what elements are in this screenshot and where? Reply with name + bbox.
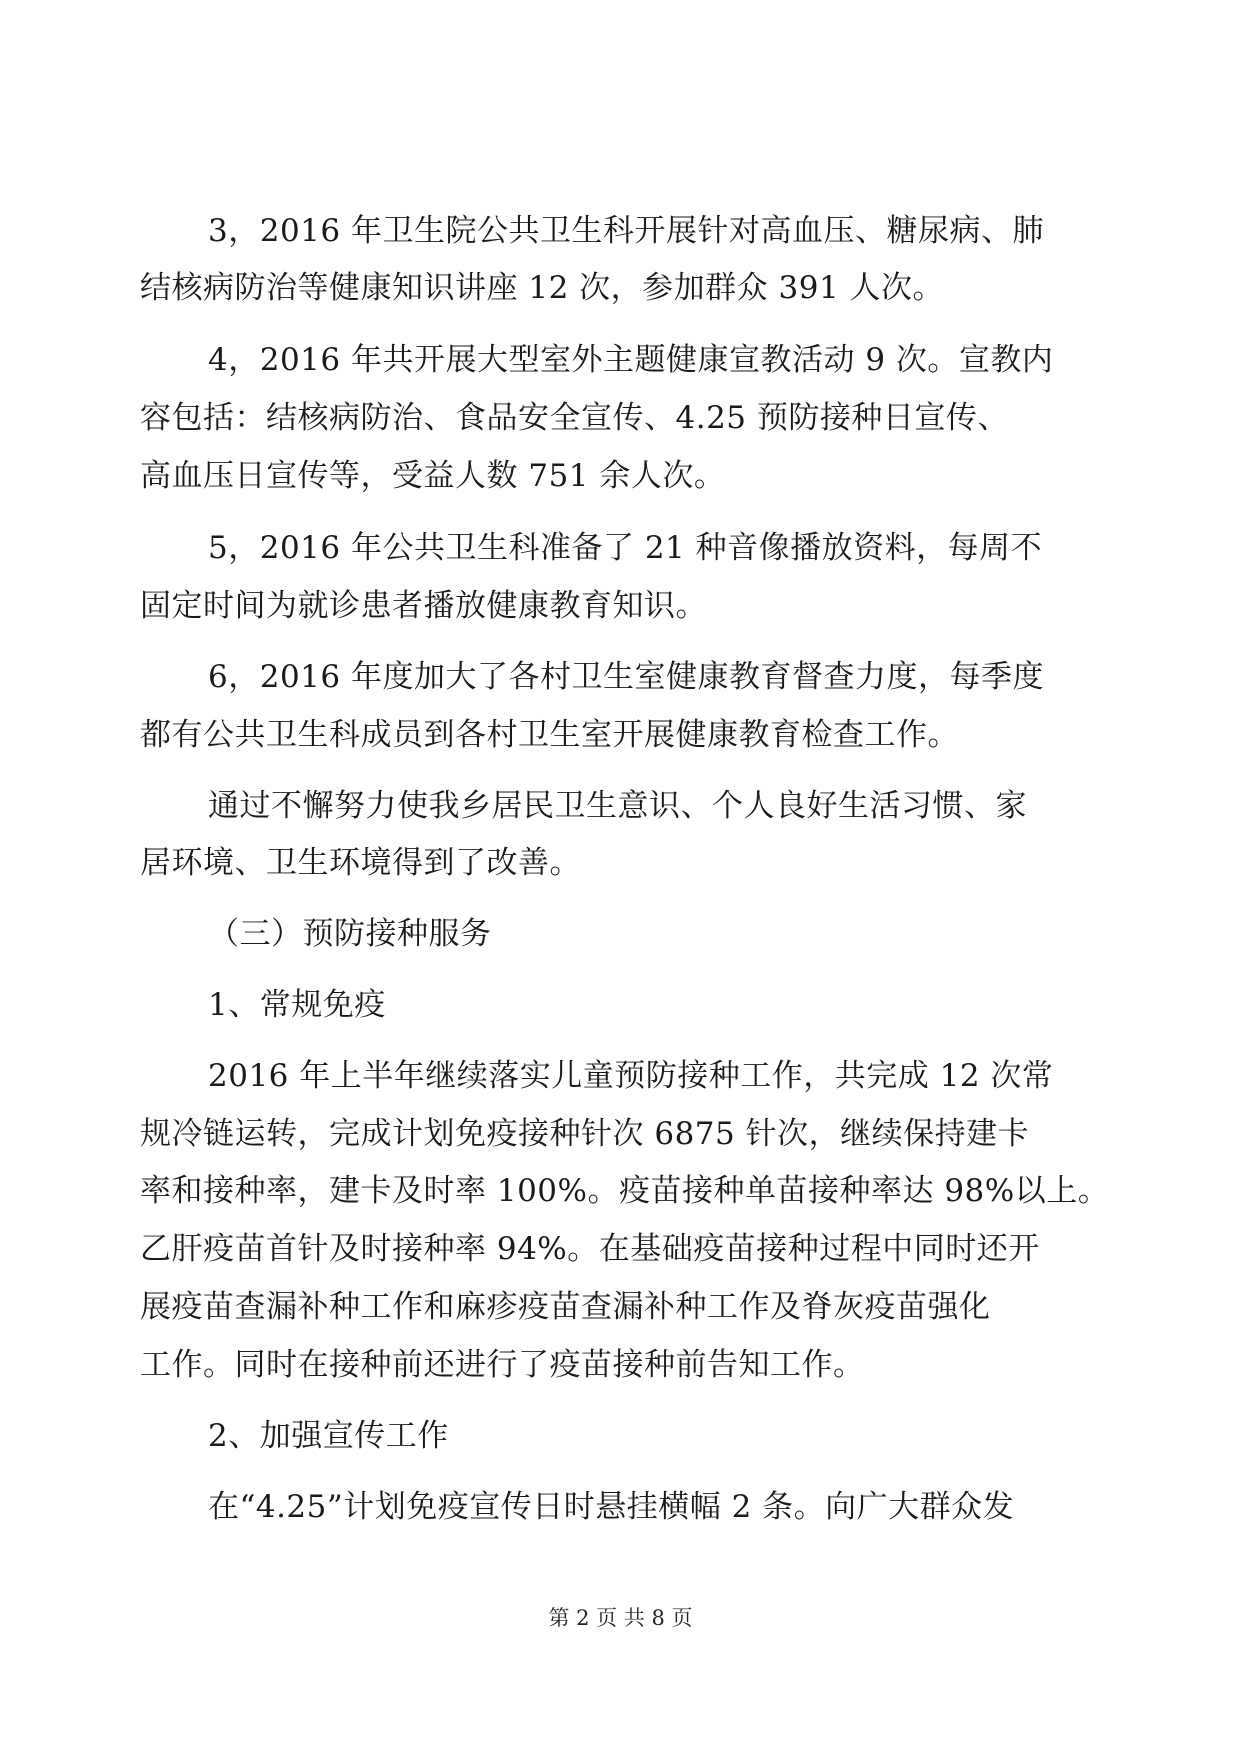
text-line: 率和接种率，建卡及时率 100%。疫苗接种单苗接种率达 98%以上。 (140, 1173, 1110, 1209)
section-heading: （三）预防接种服务 (208, 916, 492, 952)
text-line: 6，2016 年度加大了各村卫生室健康教育督查力度，每季度 (208, 659, 1044, 695)
text-line: 规冷链运转，完成计划免疫接种针次 6875 针次，继续保持建卡 (140, 1116, 1030, 1152)
text-line: 展疫苗查漏补种工作和麻疹疫苗查漏补种工作及脊灰疫苗强化 (140, 1289, 991, 1325)
text-line: 4，2016 年共开展大型室外主题健康宣教活动 9 次。宣教内 (208, 342, 1054, 378)
text-line: 5，2016 年公共卫生科准备了 21 种音像播放资料，每周不 (208, 530, 1043, 566)
text-line: 通过不懈努力使我乡居民卫生意识、个人良好生活习惯、家 (208, 788, 1027, 824)
text-line: 乙肝疫苗首针及时接种率 94%。在基础疫苗接种过程中同时还开 (140, 1231, 1040, 1267)
text-line: 在“4.25”计划免疫宣传日时悬挂横幅 2 条。向广大群众发 (208, 1489, 1015, 1525)
text-line: 工作。同时在接种前还进行了疫苗接种前告知工作。 (140, 1347, 865, 1383)
text-line: 3，2016 年卫生院公共卫生科开展针对高血压、糖尿病、肺 (208, 213, 1044, 249)
text-line: 高血压日宣传等，受益人数 751 余人次。 (140, 458, 726, 494)
page-number: 第 2 页 共 8 页 (548, 1606, 693, 1630)
subsection-heading: 2、加强宣传工作 (208, 1418, 449, 1454)
text-line: 居环境、卫生环境得到了改善。 (140, 845, 581, 881)
text-line: 结核病防治等健康知识讲座 12 次，参加群众 391 人次。 (140, 270, 945, 306)
text-line: 都有公共卫生科成员到各村卫生室开展健康教育检查工作。 (140, 717, 959, 753)
text-line: 2016 年上半年继续落实儿童预防接种工作，共完成 12 次常 (208, 1058, 1054, 1094)
subsection-heading: 1、常规免疫 (208, 987, 386, 1023)
text-line: 固定时间为就诊患者播放健康教育知识。 (140, 588, 707, 624)
text-line: 容包括：结核病防治、食品安全宣传、4.25 预防接种日宣传、 (140, 400, 1009, 436)
